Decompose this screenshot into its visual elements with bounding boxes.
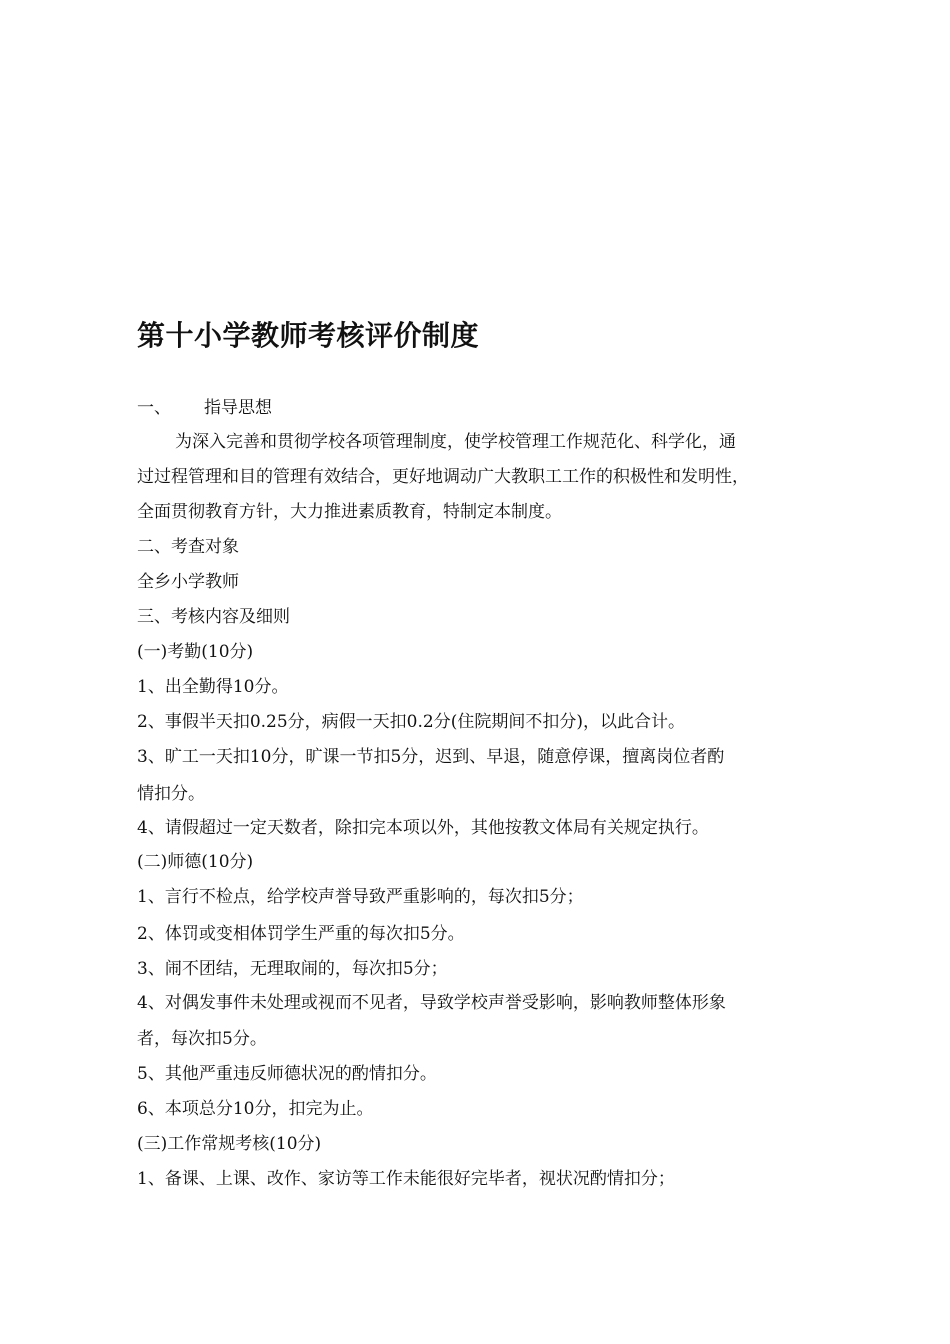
section-heading-guiding-thought (137, 396, 272, 420)
list-item: 4、请假超过一定天数者，除扣完本项以外，其他按教文体局有关规定执行。 (137, 818, 709, 838)
subsection-heading: (三)工作常规考核(10分) (137, 1134, 322, 1154)
subsection-heading: (二)师德(10分) (137, 852, 254, 872)
paragraph-line: 为深入完善和贯彻学校各项管理制度，使学校管理工作规范化、科学化，通 (175, 432, 736, 452)
list-item: 2、事假半天扣0.25分，病假一天扣0.2分(住院期间不扣分)，以此合计。 (137, 712, 685, 732)
paragraph-line: 全面贯彻教育方针，大力推进素质教育，特制定本制度。 (137, 502, 562, 522)
list-item: 3、闹不团结，无理取闹的，每次扣5分； (137, 959, 448, 979)
section-heading-text: 指导思想 (204, 398, 272, 418)
list-item: 6、本项总分10分，扣完为止。 (137, 1099, 374, 1119)
section-heading: 三、考核内容及细则 (137, 607, 290, 627)
list-item: 3、旷工一天扣10分，旷课一节扣5分，迟到、早退，随意停课，擅离岗位者酌 (137, 747, 725, 767)
paragraph-line: 全乡小学教师 (137, 572, 239, 592)
list-item-continuation: 情扣分。 (137, 784, 205, 804)
section-number: 一、 (137, 398, 171, 418)
list-item: 5、其他严重违反师德状况的酌情扣分。 (137, 1064, 437, 1084)
section-heading: 二、考查对象 (137, 537, 239, 557)
paragraph-line: 过过程管理和目的管理有效结合，更好地调动广大教职工工作的积极性和发明性， (137, 467, 749, 487)
list-item: 1、备课、上课、改作、家访等工作未能很好完毕者，视状况酌情扣分； (137, 1169, 675, 1189)
list-item: 4、对偶发事件未处理或视而不见者，导致学校声誉受影响，影响教师整体形象 (137, 993, 726, 1013)
subsection-heading: (一)考勤(10分) (137, 642, 254, 662)
list-item: 1、出全勤得10分。 (137, 677, 289, 697)
list-item-continuation: 者，每次扣5分。 (137, 1029, 267, 1049)
page-title: 第十小学教师考核评价制度 (137, 319, 480, 352)
list-item: 1、言行不检点，给学校声誉导致严重影响的，每次扣5分； (137, 887, 584, 907)
list-item: 2、体罚或变相体罚学生严重的每次扣5分。 (137, 924, 465, 944)
